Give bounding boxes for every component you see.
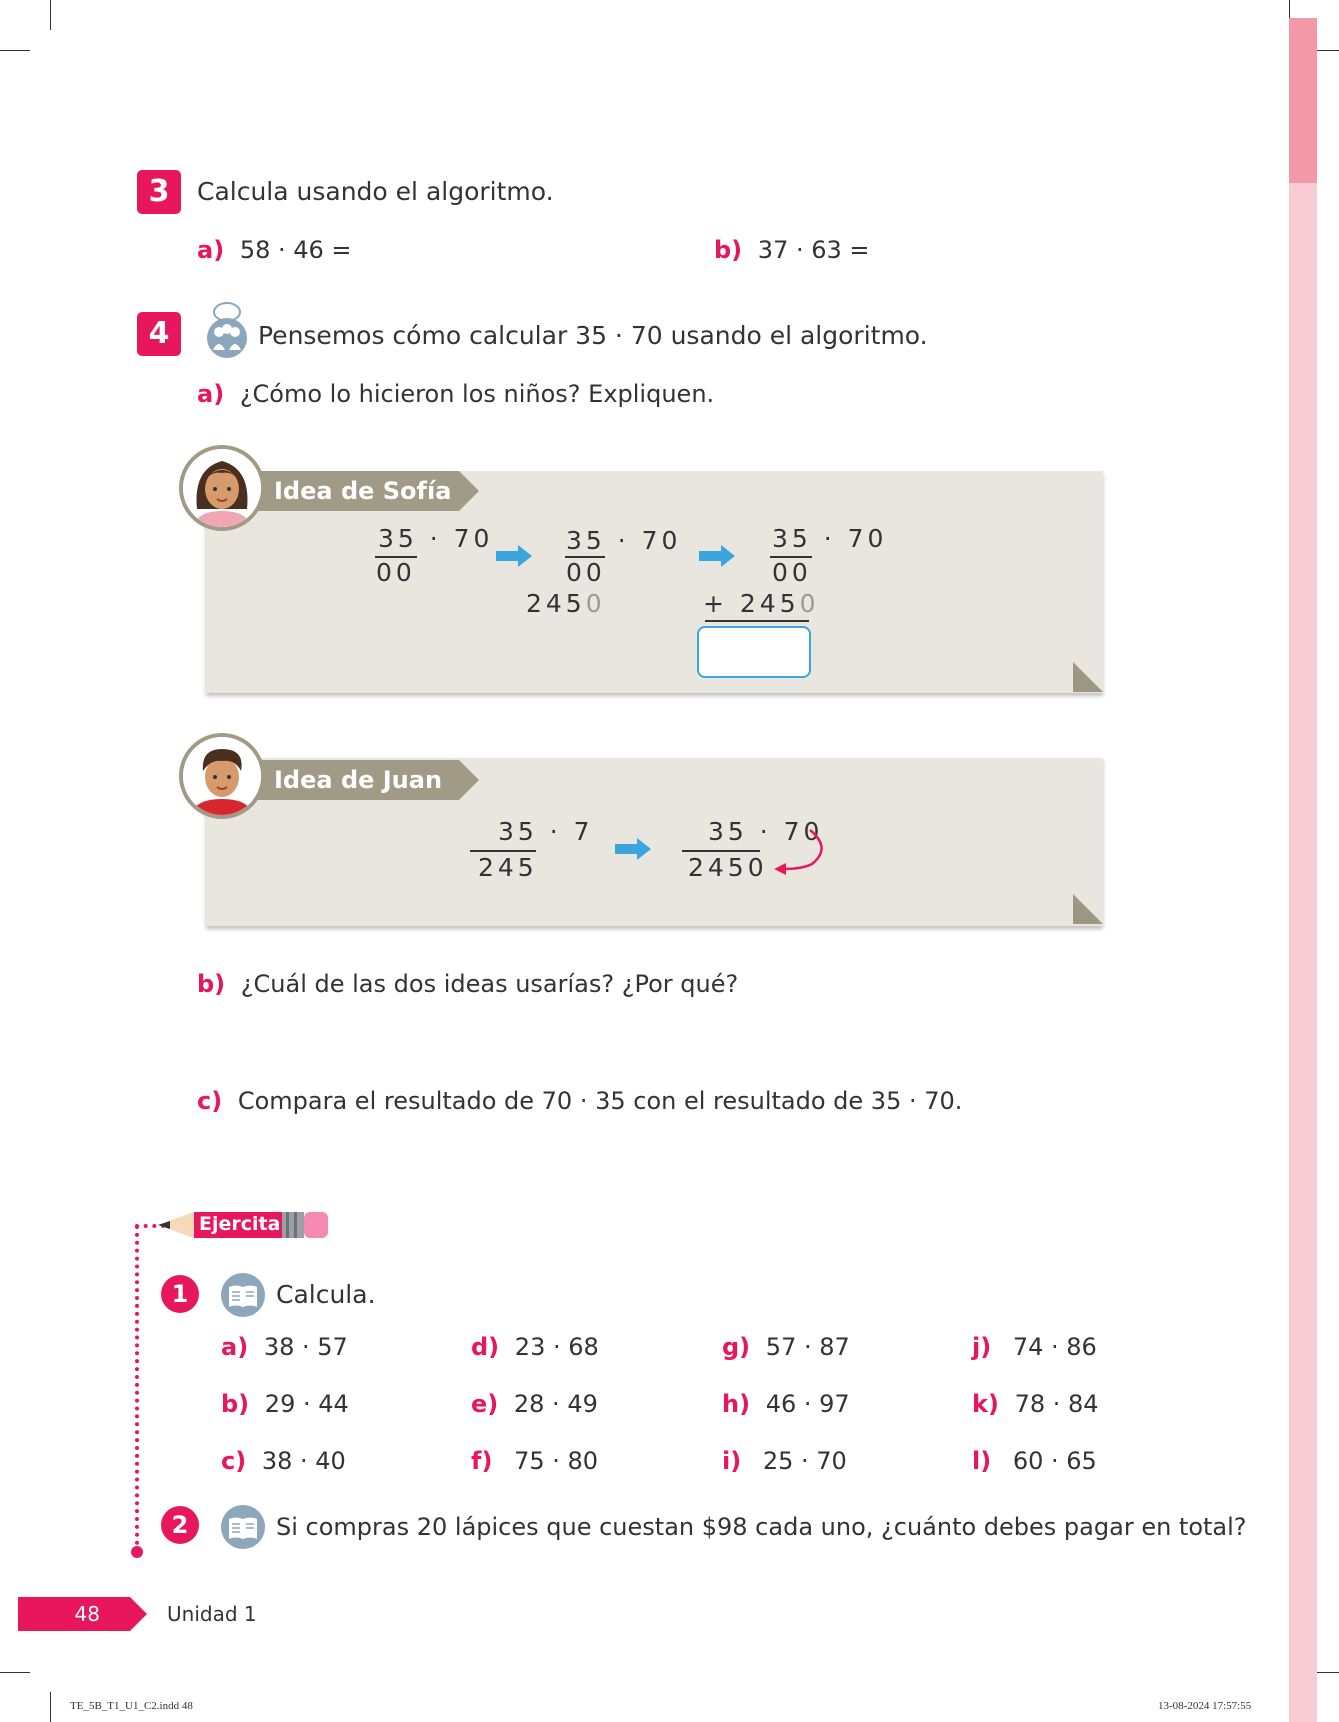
curved-arrow-icon [772,826,832,876]
exercise-item-b [221,1390,349,1418]
item-expression: 25 · 70 [762,1447,847,1475]
activity-4-question-b [197,970,738,998]
page-edge-band-top [1289,18,1317,183]
item-label: j) [972,1333,992,1361]
sofia-step2-second [526,589,606,618]
page-edge-band [1289,18,1317,1722]
sofia-step3-top: 35 · 70 [772,524,888,553]
item-label: c) [221,1447,247,1475]
sofia-step3-sum-line [705,620,809,622]
juan-title-ribbon: Idea de Juan [250,760,459,800]
sofia-step2-top: 35 · 70 [566,526,682,555]
question-text: ¿Cómo lo hicieron los niños? Expliquen. [239,380,715,408]
exercise-item-d [471,1333,599,1361]
exercise-item-h [722,1390,850,1418]
crop-mark [0,1672,30,1673]
answer-box[interactable] [697,626,811,678]
exercise-item-j [972,1333,1097,1361]
file-slug: TE_5B_T1_U1_C2.indd 48 [70,1700,193,1712]
activity-3-item-b [714,236,870,264]
item-expression: 23 · 68 [514,1333,599,1361]
item-expression: 74 · 86 [1012,1333,1097,1361]
sofia-step2-partial: 00 [566,558,606,587]
exercise-item-f [471,1447,598,1475]
exercise-item-g [722,1333,850,1361]
item-label: c) [197,1087,223,1115]
sofia-title-ribbon: Idea de Sofía [250,471,459,511]
crop-mark [50,0,51,30]
item-expression: 60 · 65 [1012,1447,1097,1475]
activity-3-item-a [197,236,352,264]
activity-3-badge: 3 [137,170,181,214]
dotted-guide-line [135,1225,139,1553]
activity-4-badge: 4 [137,312,181,356]
placeholder-zero: 0 [799,589,820,618]
item-label: g) [722,1333,751,1361]
page-curl [1073,662,1103,692]
sofia-step3-second [703,589,820,618]
juan-step2-line [682,850,760,852]
activity-3-instruction: Calcula usando el algoritmo. [197,177,554,206]
sofia-step1-partial: 00 [376,558,416,587]
item-label: k) [972,1390,999,1418]
juan-step2-result: 2450 [688,853,768,882]
unit-label: Unidad 1 [167,1602,257,1626]
item-expression: 38 · 57 [263,1333,348,1361]
exercise-2-text: Si compras 20 lápices que cuestan $98 cada uno, ¿cuánto debes pagar en total? [276,1513,1247,1541]
page-number: 48 [18,1597,130,1631]
juan-avatar [179,733,265,819]
item-expression: 28 · 49 [513,1390,598,1418]
juan-step1-result: 245 [478,853,538,882]
item-label: l) [972,1447,992,1475]
date-slug: 13-08-2024 17:57:55 [1158,1700,1252,1712]
arrow-right-icon [496,545,532,567]
item-label: a) [221,1333,249,1361]
book-icon [221,1273,265,1317]
book-icon [221,1505,265,1549]
item-expression: 37 · 63 = [757,236,870,264]
item-expression: 46 · 97 [765,1390,850,1418]
item-label: b) [714,236,743,264]
item-expression: 58 · 46 = [239,236,352,264]
partial-product: 245 [526,589,586,618]
item-expression: 57 · 87 [765,1333,850,1361]
exercise-item-l [972,1447,1097,1475]
item-label: f) [471,1447,493,1475]
crop-mark [0,50,30,51]
item-label: h) [722,1390,751,1418]
group-work-icon [203,300,251,358]
sofia-step3-partial: 00 [772,558,812,587]
arrow-right-icon [615,838,651,860]
arrow-right-icon [699,545,735,567]
item-label: b) [197,970,226,998]
activity-4-question-c [197,1087,962,1115]
sofia-avatar [179,445,265,531]
activity-4-question-a [197,380,714,408]
question-text: ¿Cuál de las dos ideas usarías? ¿Por qué? [240,970,739,998]
crop-mark [50,1692,51,1722]
item-expression: 75 · 80 [514,1447,599,1475]
juan-step1-top: 35 · 7 [498,817,594,846]
item-label: e) [471,1390,499,1418]
exercise-1-badge: 1 [161,1275,199,1313]
exercise-item-a [221,1333,348,1361]
item-expression: 29 · 44 [264,1390,349,1418]
activity-4-instruction: Pensemos cómo calcular 35 · 70 usando el algoritmo. [258,321,928,350]
item-label: d) [471,1333,500,1361]
exercise-1-title: Calcula. [276,1280,376,1309]
exercise-item-e [471,1390,598,1418]
item-expression: 78 · 84 [1014,1390,1099,1418]
page-curl [1073,894,1103,924]
dotted-guide-end [131,1546,143,1558]
exercise-item-i [722,1447,847,1475]
item-label: b) [221,1390,250,1418]
exercise-item-k [972,1390,1099,1418]
juan-step1-line [470,850,536,852]
placeholder-zero: 0 [585,589,606,618]
partial-product: + 245 [703,589,800,618]
sofia-step1-top: 35 · 70 [378,524,494,553]
item-label: a) [197,380,225,408]
ejercita-label: Ejercita [199,1213,281,1235]
item-label: i) [722,1447,742,1475]
juan-step2-top: 35 · 70 [708,817,824,846]
item-label: a) [197,236,225,264]
question-text: Compara el resultado de 70 · 35 con el resultado de 35 · 70. [237,1087,963,1115]
item-expression: 38 · 40 [261,1447,346,1475]
exercise-item-c [221,1447,346,1475]
exercise-2-badge: 2 [161,1506,199,1544]
